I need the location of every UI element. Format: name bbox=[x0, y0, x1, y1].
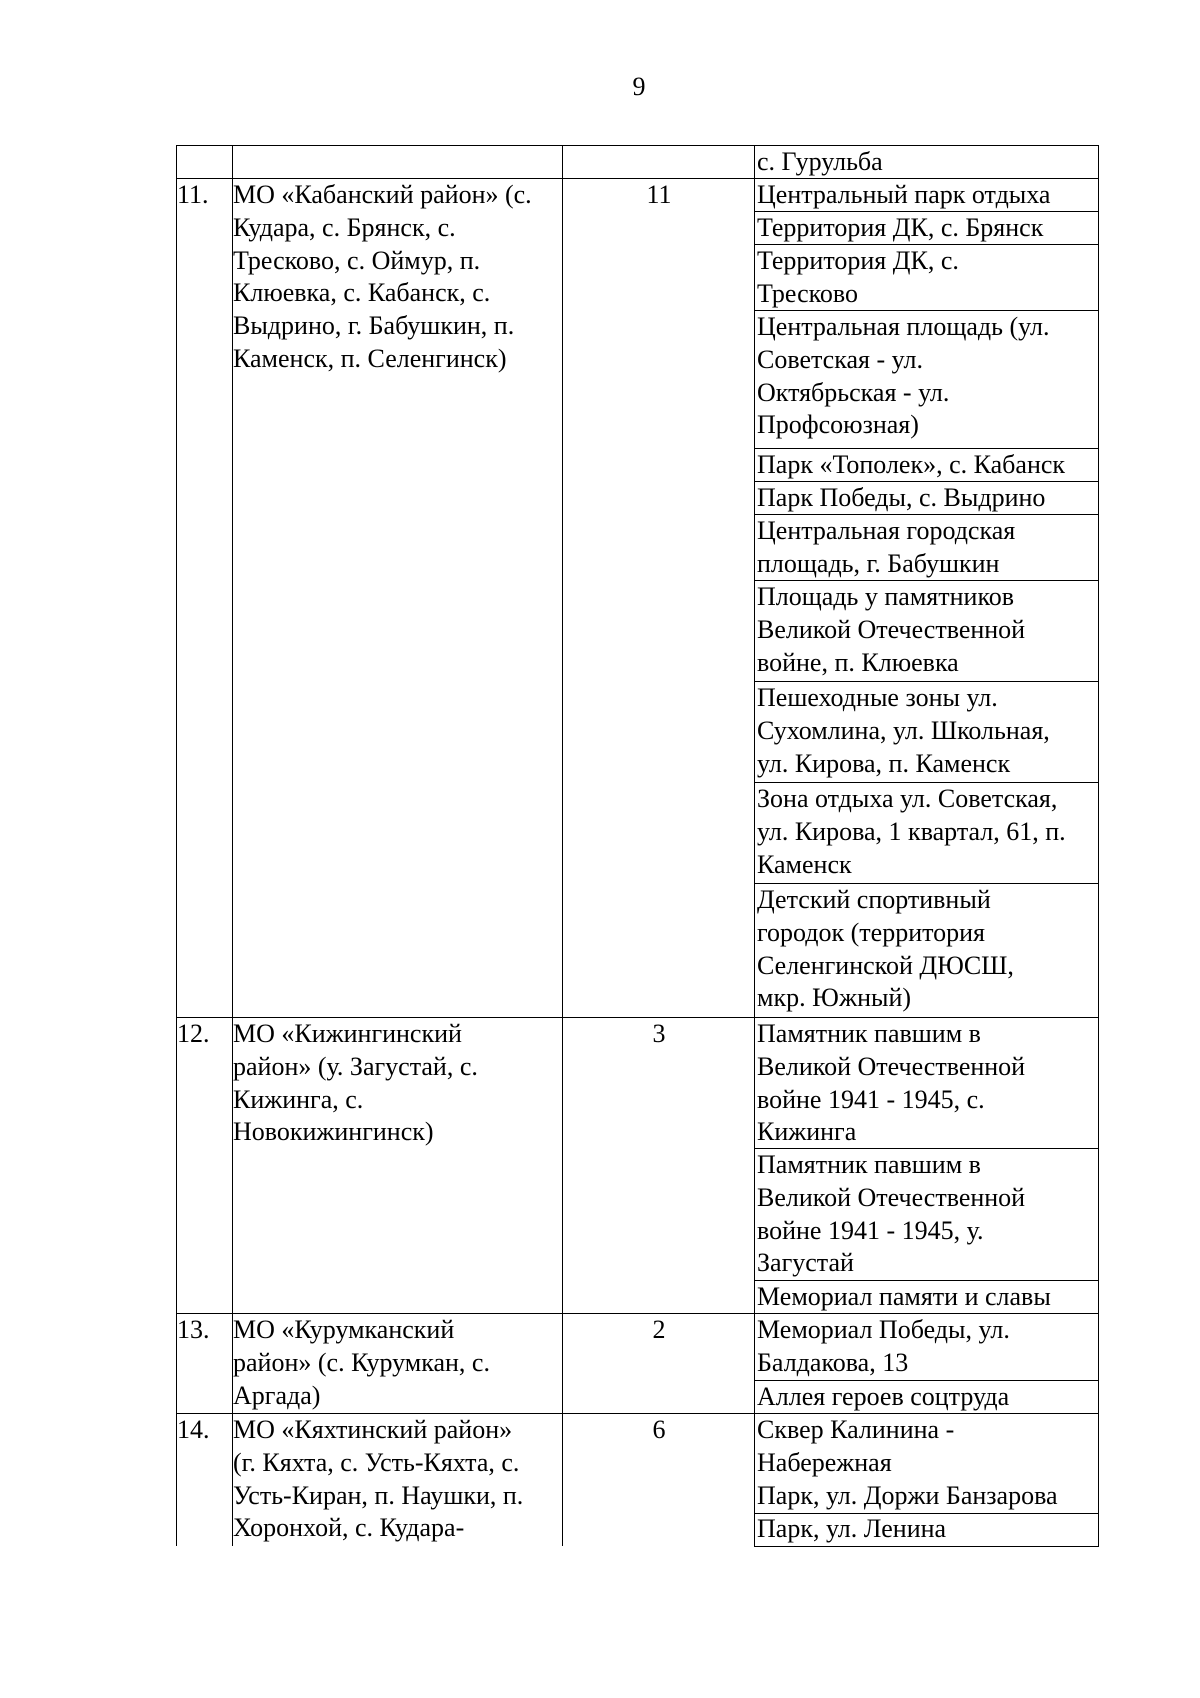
place-cell: Площадь у памятников Великой Отечественной войне, п. Клюевка bbox=[757, 582, 1026, 677]
place-cell: Центральная городская площадь, г. Бабушкин bbox=[757, 516, 1016, 578]
row-number: 13. bbox=[177, 1315, 210, 1344]
place-cell: Парк, ул. Доржи Банзарова bbox=[757, 1481, 1058, 1510]
place-cell: Сквер Калинина - Набережная bbox=[757, 1415, 955, 1477]
place-cell: с. Гурульба bbox=[757, 147, 883, 176]
place-cell: Мемориал Победы, ул. Балдакова, 13 bbox=[757, 1315, 1010, 1377]
place-cell: Центральная площадь (ул. Советская - ул. Октябрьская - ул. Профсоюзная) bbox=[757, 312, 1050, 440]
place-cell: Центральный парк отдыха bbox=[757, 180, 1051, 209]
row-number: 14. bbox=[177, 1415, 210, 1444]
place-cell: Зона отдыха ул. Советская, ул. Кирова, 1 квартал, 61, п. Каменск bbox=[757, 784, 1066, 879]
place-cell: Памятник павшим в Великой Отечественной войне 1941 - 1945, с. Кижинга bbox=[757, 1019, 1026, 1147]
table-bottom-places bbox=[754, 1546, 1099, 1547]
place-cell: Памятник павшим в Великой Отечественной войне 1941 - 1945, у. Загустай bbox=[757, 1150, 1026, 1278]
table-border-top bbox=[176, 145, 1099, 146]
row-number: 12. bbox=[177, 1019, 210, 1048]
place-count: 2 bbox=[652, 1315, 666, 1344]
place-count: 3 bbox=[652, 1019, 666, 1048]
place-cell: Аллея героев соцтруда bbox=[757, 1382, 1010, 1411]
place-cell: Парк, ул. Ленина bbox=[757, 1514, 947, 1543]
place-count: 6 bbox=[652, 1415, 666, 1444]
place-cell: Территория ДК, с. Брянск bbox=[757, 213, 1044, 242]
place-cell: Территория ДК, с. Тресково bbox=[757, 246, 959, 308]
page-number: 9 bbox=[632, 72, 646, 101]
municipality-name: МО «Кабанский район» (с. Кудара, с. Брянск, с. Тресково, с. Оймур, п. Клюевка, с. Кабанск, с. Выдрино, г. Бабушкин, п. Каменск, п. Селенгинск) bbox=[233, 180, 532, 373]
place-cell: Мемориал памяти и славы bbox=[757, 1282, 1051, 1311]
place-cell: Парк «Тополек», с. Кабанск bbox=[757, 450, 1066, 479]
place-cell: Пешеходные зоны ул. Сухомлина, ул. Школьная, ул. Кирова, п. Каменск bbox=[757, 683, 1050, 778]
place-cell: Детский спортивный городок (территория Селенгинской ДЮСШ, мкр. Южный) bbox=[757, 885, 1014, 1013]
municipality-name: МО «Кижингинский район» (у. Загустай, с. Кижинга, с. Новокижингинск) bbox=[233, 1019, 478, 1147]
row-number: 11. bbox=[177, 180, 209, 209]
place-count: 11 bbox=[646, 180, 672, 209]
place-cell: Парк Победы, с. Выдрино bbox=[757, 483, 1046, 512]
table-border-right bbox=[1098, 145, 1099, 1546]
municipality-name: МО «Курумканский район» (с. Курумкан, с. Аргада) bbox=[233, 1315, 490, 1410]
municipality-name: МО «Кяхтинский район» (г. Кяхта, с. Усть-Кяхта, с. Усть-Киран, п. Наушки, п. Хоронхой, с. Кудара- bbox=[233, 1415, 524, 1543]
